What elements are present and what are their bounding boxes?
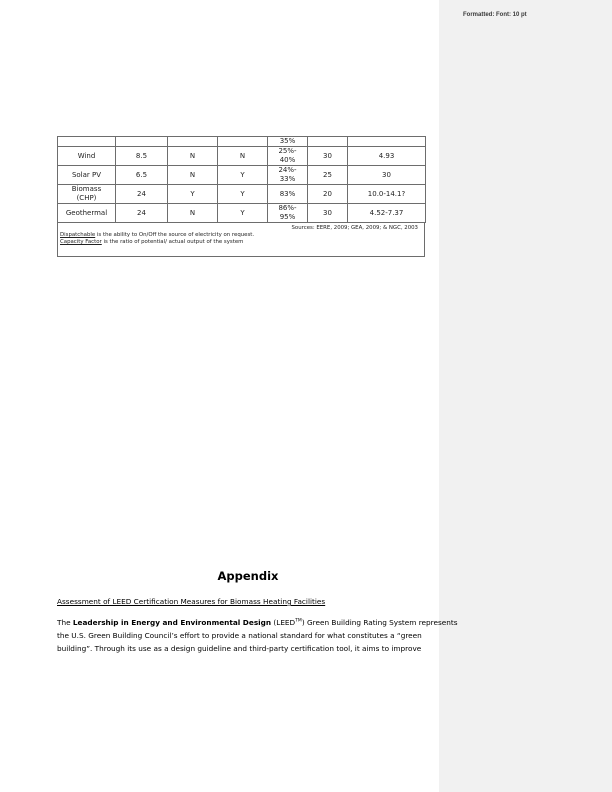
table-cell: Solar PV (58, 166, 116, 185)
table-cell: Y (218, 204, 268, 223)
table-cell: 4.52-7.37 (348, 204, 426, 223)
dispatchable-text: is the ability to On/Off the source of electricity on request. (95, 232, 255, 238)
table-row-partial (58, 137, 426, 147)
comment-title: Formatted: Font: 10 pt (463, 12, 527, 18)
table-row-solar (58, 166, 426, 185)
table-cell: 24%- 33% (268, 166, 308, 185)
energy-comparison-table (57, 136, 426, 223)
table-cell: 30 (348, 166, 426, 185)
table-cell: Biomass (CHP) (58, 185, 116, 204)
table-cell: N (168, 166, 218, 185)
paragraph-line-3: building”. Through its use as a design guideline and third-party certification tool, it aims to improve (57, 644, 422, 654)
table-cell: 35% (268, 137, 308, 147)
table-cell: 20 (308, 185, 348, 204)
appendix-paragraph (57, 616, 458, 656)
paragraph-line-1 (57, 616, 458, 629)
table-cell (308, 137, 348, 147)
table-cell: 25%- 40% (268, 147, 308, 166)
table-cell (348, 137, 426, 147)
leed-name: Leadership in Energy and Environmental Design (72, 618, 272, 627)
table-cell (58, 137, 116, 147)
table-cell: 6.5 (116, 166, 168, 185)
table-cell: 25 (308, 166, 348, 185)
capacity-factor-definition (60, 239, 243, 245)
energy-table-container (57, 136, 425, 257)
capacity-factor-term: Capacity Factor (60, 239, 102, 245)
table-cell: 83% (268, 185, 308, 204)
table-cell: Geothermal (58, 204, 116, 223)
table-cell: Y (168, 185, 218, 204)
table-cell: 10.0-14.1? (348, 185, 426, 204)
appendix-heading: Appendix (217, 569, 279, 583)
text-span: ) Green Building Rating System represents (301, 618, 458, 627)
table-row-geothermal (58, 204, 426, 223)
table-row-wind (58, 147, 426, 166)
table-cell: N (168, 147, 218, 166)
table-cell (218, 137, 268, 147)
table-cell: 4.93 (348, 147, 426, 166)
dispatchable-definition (60, 232, 254, 238)
table-cell: 30 (308, 204, 348, 223)
dispatchable-term: Dispatchable (60, 232, 96, 238)
table-cell: Y (218, 185, 268, 204)
table-cell: Wind (58, 147, 116, 166)
table-notes (57, 223, 425, 257)
text-span: (LEED (271, 618, 296, 627)
comment-pane (439, 0, 612, 792)
capacity-factor-text: is the ratio of potential/ actual output of the system (101, 239, 244, 245)
trademark-superscript: TM (295, 618, 302, 624)
table-cell (116, 137, 168, 147)
table-cell (168, 137, 218, 147)
table-sources: Sources: EERE, 2009; GEA, 2009; & NGC, 2003 (291, 225, 418, 231)
table-cell: 30 (308, 147, 348, 166)
table-cell: N (168, 204, 218, 223)
paragraph-line-2: the U.S. Green Building Council’s effort to provide a national standard for what constitutes a “green (57, 631, 422, 641)
table-cell: 24 (116, 204, 168, 223)
text-span: The (57, 618, 73, 627)
table-cell: 8.5 (116, 147, 168, 166)
appendix-subheading: Assessment of LEED Certification Measures for Biomass Heating Facilities (57, 597, 326, 606)
table-cell: Y (218, 166, 268, 185)
table-cell: 86%- 95% (268, 204, 308, 223)
table-row-biomass (58, 185, 426, 204)
table-cell: N (218, 147, 268, 166)
table-cell: 24 (116, 185, 168, 204)
